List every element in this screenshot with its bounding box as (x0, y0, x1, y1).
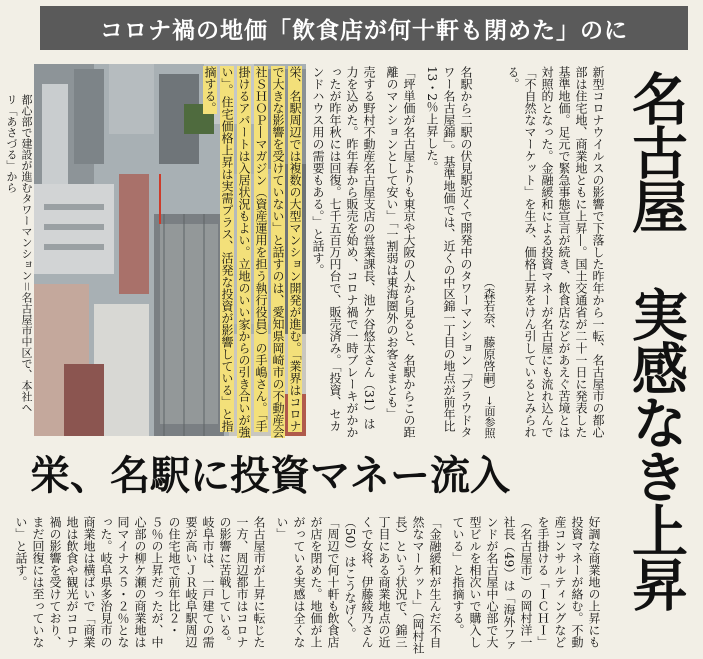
body-paragraph: 好調な商業地の上昇にも投資マネーが絡む。不動産コンサルティングなどを手掛ける「ＩＣＨＩ」（名古屋市）の岡村洋一社長（49）は「海外ファンドが名古屋中心部で大型ビルを相次いで購入している」と指摘する。 (451, 516, 601, 652)
main-headline: 名古屋 実感なき上昇 (623, 70, 689, 610)
body-paragraph: 売する野村不動産名古屋支店の営業課長、池ケ谷悠太さん（31）は力を込めた。昨年春から販売を始め、コロナ禍で一時ブレーキがかかったが昨年秋には回復。七千五百万円台で、販売済み。「投資、セカンドハウス用の需要もある。」と話す。 (311, 66, 376, 438)
sub-headline: 栄、名駅に投資マネー流入 (30, 452, 510, 499)
article-bottom-columns (4, 516, 602, 654)
section-banner: コロナ禍の地価「飲食店が何十軒も閉めた」のに (40, 6, 688, 50)
body-paragraph: 「坪単価が名古屋よりも東京や大阪の人から見ると、名駅からこの距離のマンションとして安い」「一割弱は東海圏外のお客さまとも」 (385, 66, 416, 438)
highlighted-paragraph: 栄、名駅周辺では複数の大型マンション開発が進む。「業界はコロナで大きな影響を受けていない」と話すのは、愛知県岡崎市の不動産会社ＳＨＯＰ―マガジン（資産運用を担う執行役員）の手嶋さん。「手掛けるアパートは入居状況もよい。立地のいい家からの引き合いが強い」。住宅価格上昇は実需プラス、活発な投資が影響している」と指摘する。 (203, 66, 302, 438)
body-paragraph: 名古屋市が上昇に転じた一方、周辺都市はコロナの影響に苦戦している。岐阜市は、一戸建ての需要が高いＪＲ岐阜駅周辺の住宅地で前年比２・５％の上昇だったが、中心部の柳ケ瀬の商業地は同マイナス５・２％となった。岐阜県多治見市の商業地は横ばいで「商業地は飲食や観光がコロナ禍の影響を受けており、まだ回復には至っていない」と話す。 (14, 516, 266, 648)
photo-caption: 都心部で建設が進むタワーマンション＝名古屋市中区で、本社ヘリ「あさづる」から (5, 94, 33, 413)
lead-paragraph: 新型コロナウイルスの影響で下落した昨年から一転、名古屋市の都心部は住宅地、商業地ともに上昇―。国土交通省が二十一日に発表した基準地価。足元で緊急事態宣言が続き、飲食店などがあえぐ苦境とは対照的となった。金融緩和による投資マネーが名古屋にも流れ込んで「不自然なマーケット」を生み、価格上昇をけん引しているとみられる。 (506, 66, 605, 438)
body-paragraph: 「金融緩和が生んだ不自然なマーケット」（岡村社長）という状況で、錦三丁目にある商業地点の近くで女将、伊藤綾乃さん（50）はこうなげく。「周辺で何十軒も飲食店が店を閉めた。地価が上がっている実感は全くない」 (275, 516, 442, 654)
article-top-columns (203, 66, 606, 438)
body-paragraph: 名駅から二駅の伏見駅近くで開発中のタワーマンション「プラウドタワー名古屋錦」。基準地価では、近くの中区錦一丁目の地点が前年比13・2％上昇した。 (425, 66, 473, 438)
reporters-credit: （森若奈、藤原啓嗣）→面参照 (482, 275, 496, 438)
